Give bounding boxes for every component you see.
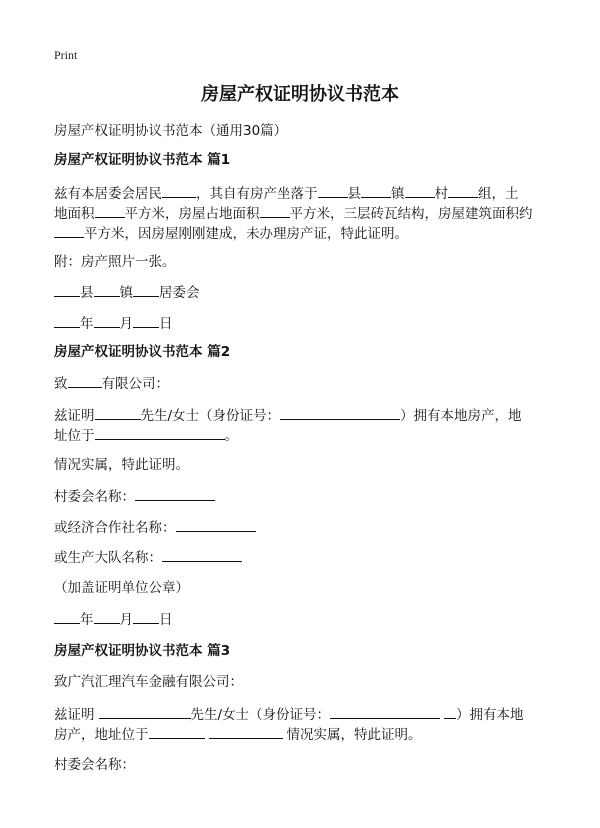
text: ，其自有房产坐落于 [196, 186, 318, 202]
blank-resident [162, 183, 196, 198]
blank-town [361, 183, 391, 198]
blank-village-name [135, 486, 215, 501]
blank [444, 704, 456, 719]
text: 镇 [119, 285, 133, 301]
sec3-paragraph-line1 [54, 704, 524, 725]
sec3-paragraph-line2 [54, 724, 422, 745]
blank [54, 313, 80, 328]
blank [133, 609, 159, 624]
text: 致 [54, 376, 68, 392]
sec1-paragraph-line2 [54, 203, 533, 224]
text: 年 [80, 612, 94, 628]
sec2-brigade-line [54, 547, 242, 568]
text: 兹有本居委会居民 [54, 186, 162, 202]
sec1-paragraph-line3 [54, 223, 408, 244]
text: 年 [80, 316, 94, 332]
blank-name [95, 405, 141, 420]
blank-id-number [280, 405, 400, 420]
document-title: 房屋产权证明协议书范本 [201, 84, 399, 105]
text: 月 [119, 612, 133, 628]
sec2-paragraph-line2 [54, 425, 238, 446]
text: 先生/女士（身份证号： [140, 408, 281, 424]
text: 县 [80, 285, 94, 301]
text: 镇 [391, 186, 405, 202]
sec2-paragraph-line1 [54, 405, 522, 426]
text: 平方米，三层砖瓦结构，房屋建筑面积约 [289, 206, 533, 222]
blank-address-2 [209, 724, 283, 739]
text: 月 [119, 316, 133, 332]
text: 有限公司： [101, 376, 169, 392]
sec2-date-line [54, 609, 173, 630]
text: 组，土 [478, 186, 519, 202]
sec3-to-line: 致广汽汇理汽车金融有限公司： [54, 674, 243, 690]
text: 房产，地址位于 [54, 727, 149, 743]
section-heading-3: 房屋产权证明协议书范本 篇3 [54, 643, 231, 659]
text: 地面积 [54, 206, 95, 222]
blank-building-area [54, 223, 84, 238]
text: 或生产大队名称： [54, 550, 162, 566]
blank-land-area [95, 203, 125, 218]
text: 县 [347, 186, 361, 202]
text: 日 [159, 612, 173, 628]
blank [133, 313, 159, 328]
sec2-true-statement: 情况实属，特此证明。 [54, 457, 189, 473]
text: ）拥有本地房产，地 [400, 408, 522, 424]
text: 。 [224, 428, 238, 444]
text: 情况实属，特此证明。 [286, 727, 422, 743]
blank [54, 282, 80, 297]
text: 平方米，因房屋刚刚建成，未办理房产证，特此证明。 [84, 226, 408, 242]
document-subtitle: 房屋产权证明协议书范本（通用30篇） [54, 123, 288, 139]
text: 址位于 [54, 428, 95, 444]
blank-address [95, 425, 225, 440]
sec1-address-line [54, 282, 200, 303]
text: 先生/女士（身份证号： [190, 707, 331, 723]
sec2-village-line [54, 486, 215, 507]
blank-coop-name [176, 517, 256, 532]
sec1-date-line [54, 313, 173, 334]
section-heading-2: 房屋产权证明协议书范本 篇2 [54, 344, 231, 360]
blank [94, 313, 120, 328]
print-label[interactable]: Print [54, 48, 78, 62]
sec2-stamp-note: （加盖证明单位公章） [54, 580, 189, 596]
text: 兹证明 [54, 408, 95, 424]
sec1-attachment: 附：房产照片一张。 [54, 254, 176, 270]
blank [133, 282, 159, 297]
text: 日 [159, 316, 173, 332]
blank-name [99, 704, 191, 719]
sec2-coop-line [54, 517, 256, 538]
blank-brigade-name [162, 547, 242, 562]
sec3-village-line: 村委会名称： [54, 757, 135, 773]
text: 或经济合作社名称： [54, 520, 176, 536]
section-heading-1: 房屋产权证明协议书范本 篇1 [54, 152, 231, 168]
blank-village [405, 183, 435, 198]
blank [94, 282, 120, 297]
text: 平方米，房屋占地面积 [124, 206, 260, 222]
text: 兹证明 [54, 707, 95, 723]
sec1-paragraph-line1 [54, 183, 519, 204]
text: 村委会名称： [54, 489, 135, 505]
text: 居委会 [159, 285, 200, 301]
text: ）拥有本地 [456, 707, 524, 723]
blank-county [318, 183, 348, 198]
blank-address-1 [149, 724, 205, 739]
text: 村 [434, 186, 448, 202]
blank [94, 609, 120, 624]
blank-company [68, 373, 102, 388]
blank-id-number [330, 704, 440, 719]
blank [54, 609, 80, 624]
blank-footprint [260, 203, 290, 218]
blank-group [448, 183, 478, 198]
sec2-to-line [54, 373, 169, 394]
